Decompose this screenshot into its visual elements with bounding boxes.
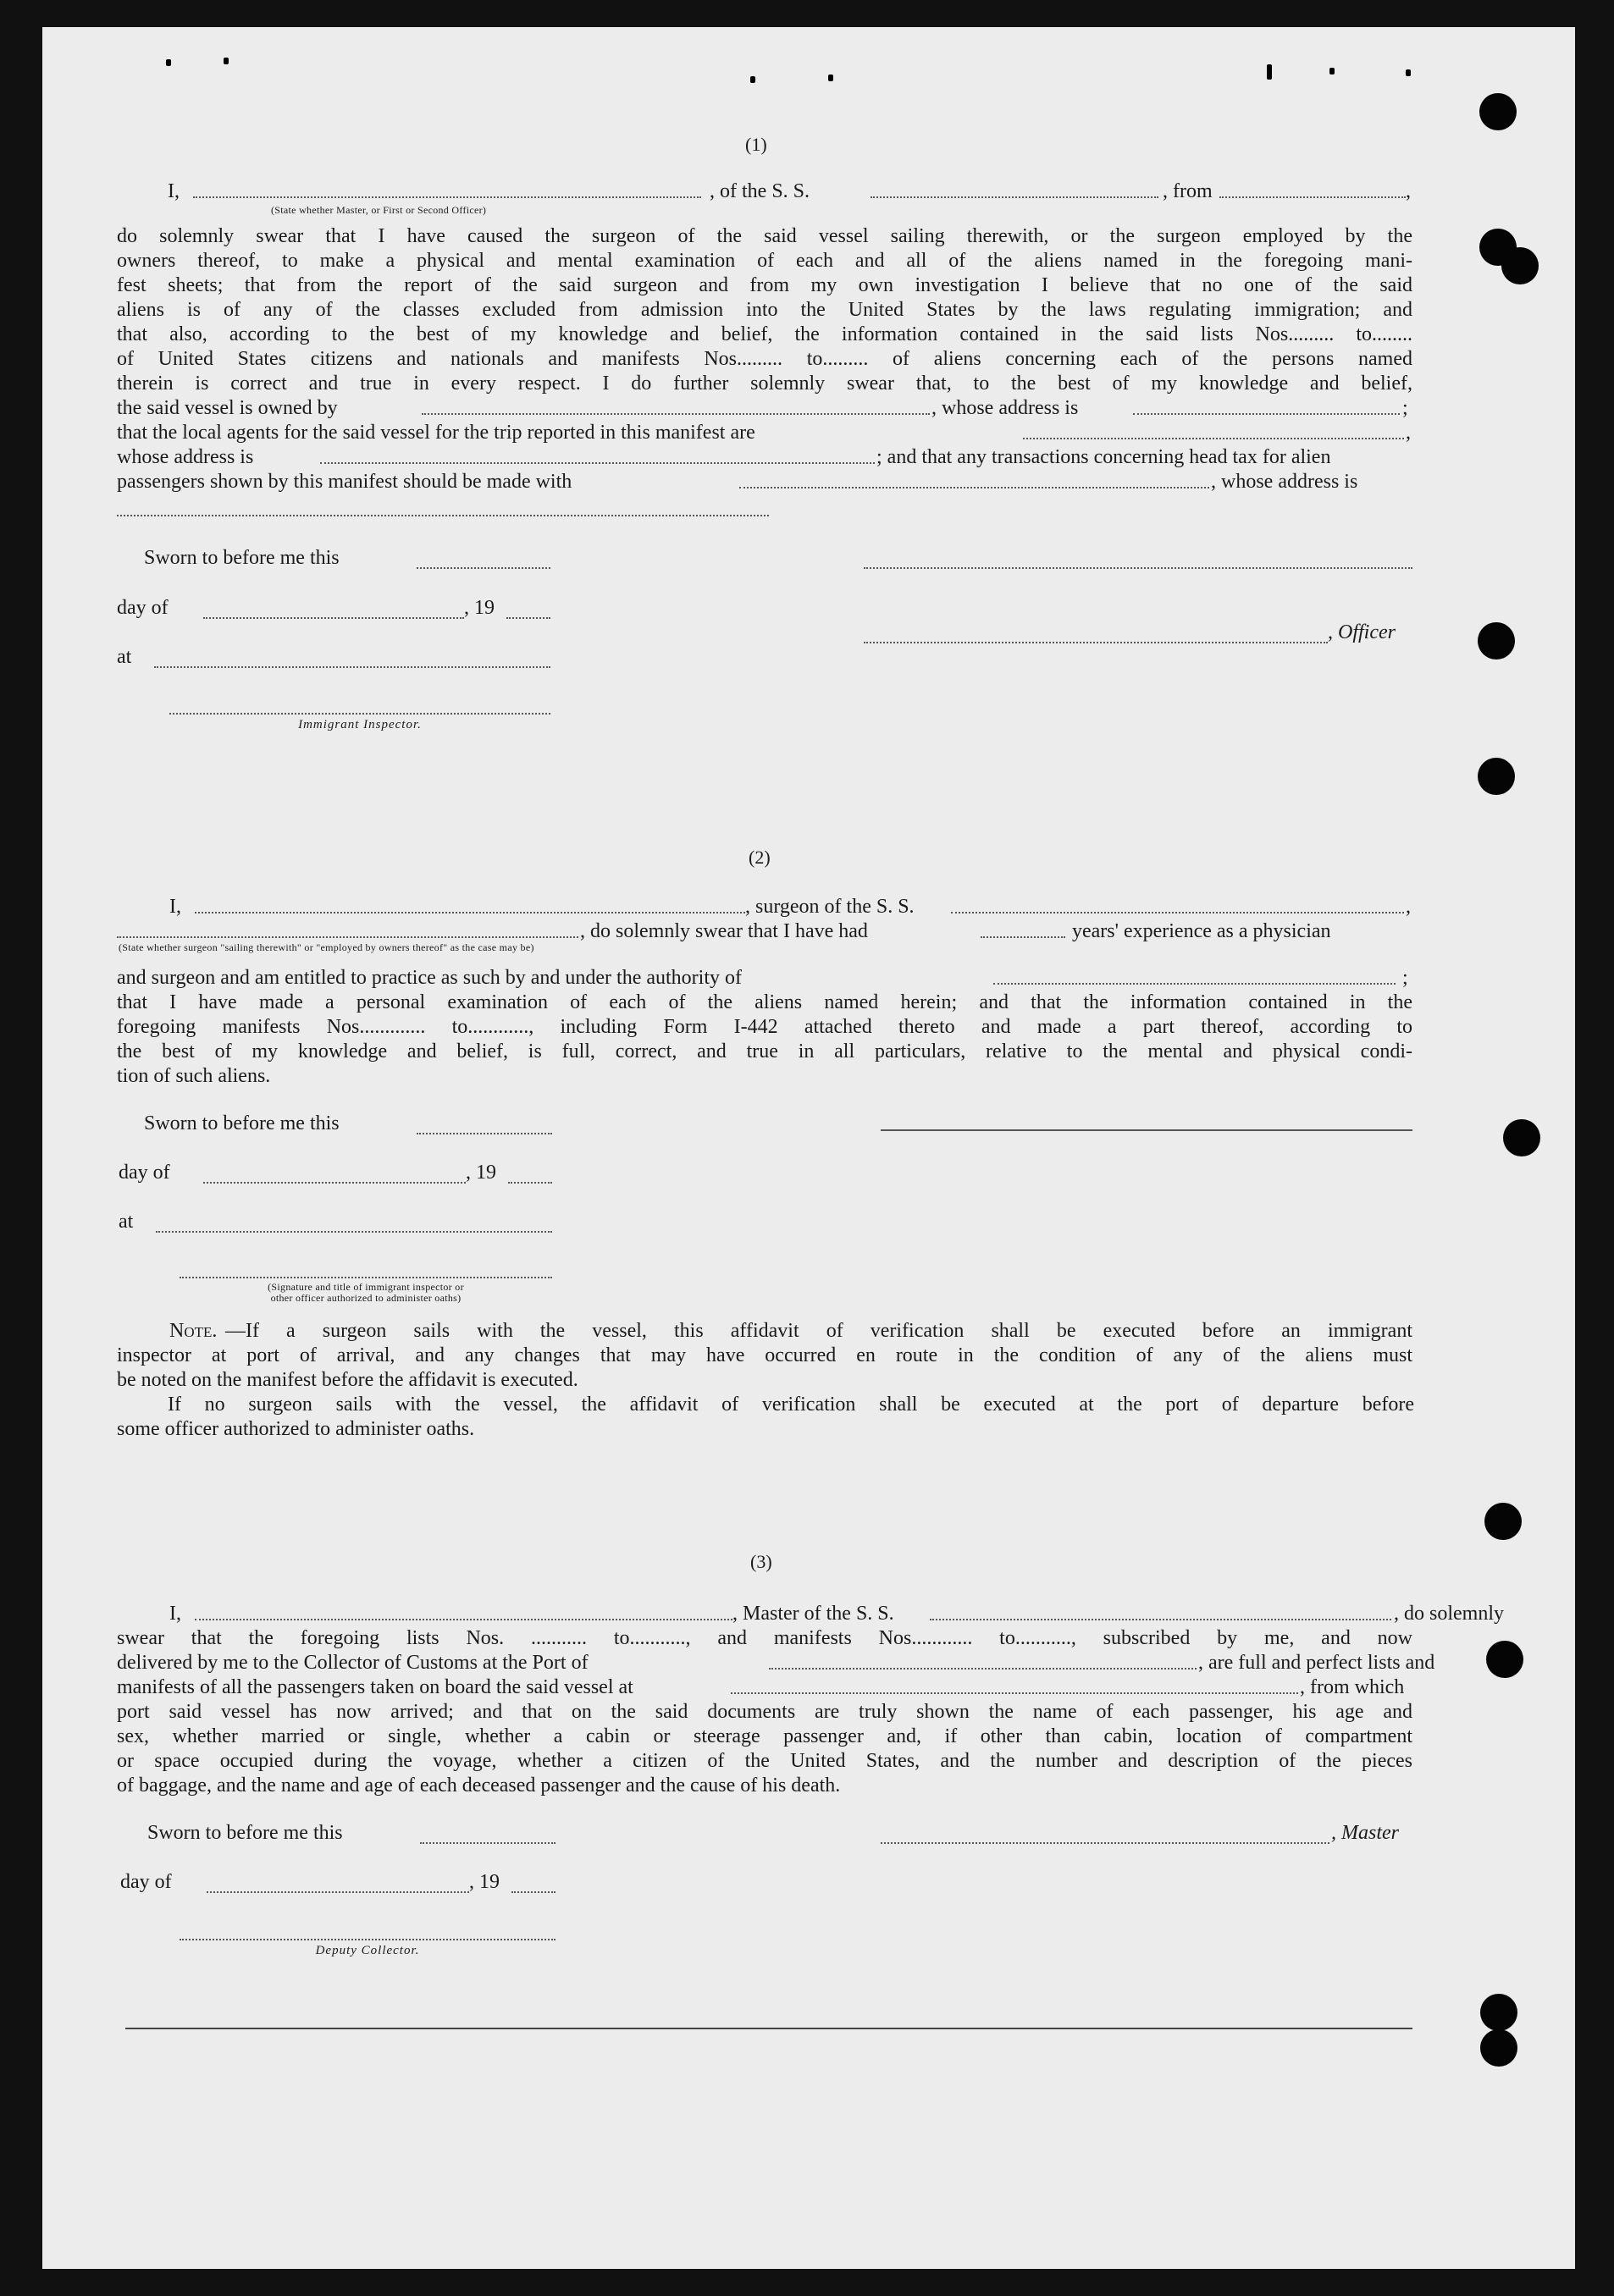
section-1-text-line: that also, according to the best of my knowledge and belief, the information contained in the said lists Nos......... to........ xyxy=(117,323,1412,345)
taken-on-board-label: manifests of all the passengers taken on board the said vessel at xyxy=(117,1676,633,1698)
oath-officer-signature-field[interactable] xyxy=(180,1277,552,1278)
owner-field[interactable] xyxy=(422,396,930,415)
surgeon-ship-field[interactable] xyxy=(951,895,1404,913)
speck xyxy=(1406,69,1411,76)
owner-address-field[interactable] xyxy=(1133,396,1400,415)
section-1-officer-note: (State whether Master, or First or Second Officer) xyxy=(271,204,487,216)
surgeon-of-label: , surgeon of the S. S. xyxy=(745,896,915,918)
punch-hole xyxy=(1480,2029,1517,2067)
surgeon-signature-field[interactable] xyxy=(881,1129,1412,1131)
speck xyxy=(828,75,833,81)
master-of-label: , Master of the S. S. xyxy=(732,1603,894,1625)
agent-address-field[interactable] xyxy=(320,445,875,464)
section-2-text-line: foregoing manifests Nos............. to............, including Form I-442 attached thereto and made a part thereof, according to xyxy=(117,1016,1412,1038)
master-ship-field[interactable] xyxy=(930,1602,1391,1620)
day-of-field-3[interactable] xyxy=(207,1891,469,1893)
from-which-label: , from which xyxy=(1300,1676,1405,1698)
day-of-label-1: day of xyxy=(117,597,169,619)
punch-hole xyxy=(1503,1119,1540,1156)
section-3-text-line: of baggage, and the name and age of each deceased passenger and the cause of his death. xyxy=(117,1774,841,1797)
authority-field[interactable] xyxy=(993,966,1396,985)
at-field-2[interactable] xyxy=(156,1231,552,1233)
at-label-2: at xyxy=(119,1211,134,1233)
swear-label: , do solemnly swear that I have had xyxy=(580,920,868,942)
port-field[interactable] xyxy=(769,1651,1197,1670)
years-label: years' experience as a physician xyxy=(1072,920,1331,942)
port-label: delivered by me to the Collector of Customs at the Port of xyxy=(117,1652,589,1674)
whose-address-label-2: whose address is xyxy=(117,446,254,468)
inspector-signature-field[interactable] xyxy=(169,713,550,715)
head-tax-address-field[interactable] xyxy=(117,515,769,516)
collector-signature-field[interactable] xyxy=(180,1939,556,1940)
collector-label: Deputy Collector. xyxy=(315,1944,420,1957)
year-field-2[interactable] xyxy=(508,1182,552,1184)
speck xyxy=(166,59,171,66)
punch-hole xyxy=(1486,1641,1523,1678)
section-1-head-tax-line xyxy=(117,470,1412,494)
punch-hole xyxy=(1478,758,1515,795)
section-3-text-line: sex, whether married or single, whether a cabin or steerage passenger and, if other than cabin, location of compartment xyxy=(117,1725,1412,1747)
section-2-surgeon-note: (State whether surgeon "sailing therewith" or "employed by owners thereof" as the case may be) xyxy=(119,941,534,953)
head-tax-label: ; and that any transactions concerning head tax for alien xyxy=(876,446,1331,468)
year-field-1[interactable] xyxy=(506,617,550,619)
speck xyxy=(224,58,229,64)
of-ss-label: , of the S. S. xyxy=(710,180,810,202)
master-label: , Master xyxy=(1331,1822,1399,1844)
master-signature-field[interactable] xyxy=(881,1842,1329,1844)
punch-hole xyxy=(1479,93,1517,130)
section-1-owner-line: the said vessel is owned by , whose address is ; xyxy=(117,397,1408,419)
owned-by-label: the said vessel is owned by xyxy=(117,397,338,419)
section-1-text-line: aliens is of any of the classes excluded from admission into the United States by the laws regulating immigration; and xyxy=(117,299,1412,321)
from-label: , from xyxy=(1163,180,1213,202)
head-tax-party-field[interactable] xyxy=(739,470,1209,488)
sworn-day-field-3[interactable] xyxy=(420,1842,556,1844)
embark-port-field[interactable] xyxy=(731,1675,1298,1694)
note-text: —If a surgeon sails with the vessel, this affidavit of verification shall be executed before an immigrant xyxy=(225,1320,1412,1342)
year-label-3: , 19 xyxy=(469,1871,500,1893)
whose-address-label-3: , whose address is xyxy=(1211,471,1358,493)
section-1-agents-line: that the local agents for the said vessel for the trip reported in this manifest are , xyxy=(117,422,1411,444)
at-label-1: at xyxy=(117,646,132,668)
section-1-number: (1) xyxy=(745,134,767,155)
note-line-5: some officer authorized to administer oaths. xyxy=(117,1418,475,1440)
section-3-number: (3) xyxy=(750,1551,772,1572)
inspector-label: Immigrant Inspector. xyxy=(298,718,422,731)
speck xyxy=(1267,64,1272,80)
full-perfect-label: , are full and perfect lists and xyxy=(1198,1652,1435,1674)
officer-label: , Officer xyxy=(1328,621,1396,643)
day-of-field-2[interactable] xyxy=(203,1182,466,1184)
section-2-authority-line: and surgeon and am entitled to practice as such by and under the authority of ; xyxy=(117,967,1408,989)
signature-note-line-1: (Signature and title of immigrant inspector or xyxy=(268,1281,464,1293)
surgeon-status-field[interactable] xyxy=(117,919,578,938)
sworn-label-1: Sworn to before me this xyxy=(144,547,340,569)
note-line-2: inspector at port of arrival, and any changes that may have occurred en route in the condition of any of the aliens must xyxy=(117,1344,1412,1366)
section-1-agent-address-line xyxy=(117,445,1412,469)
whose-address-label: , whose address is xyxy=(931,397,1079,419)
from-port-field[interactable] xyxy=(1219,179,1406,198)
punch-hole xyxy=(1484,1503,1522,1540)
section-2-text-line: that I have made a personal examination of each of the aliens named herein; and that the information contained in the xyxy=(117,991,1412,1013)
bottom-rule xyxy=(125,2028,1412,2029)
surgeon-name-field[interactable] xyxy=(195,895,745,913)
section-1-text-line: fest sheets; that from the report of the said surgeon and from my own investigation I believe that no one of the said xyxy=(117,274,1412,296)
year-label-2: , 19 xyxy=(466,1162,496,1184)
no-surgeon-text: If no surgeon sails with the vessel, the affidavit of verification shall be executed at the port of departure before xyxy=(168,1394,1414,1416)
note-line-3: be noted on the manifest before the affidavit is executed. xyxy=(117,1369,578,1391)
day-of-label-3: day of xyxy=(120,1871,172,1893)
speck xyxy=(750,76,755,83)
section-2-text-line: tion of such aliens. xyxy=(117,1065,271,1087)
year-label-1: , 19 xyxy=(464,597,495,619)
sworn-day-field-2[interactable] xyxy=(417,1133,552,1134)
speck xyxy=(1329,68,1335,75)
section-1-text-line: therein is correct and true in every respect. I do further solemnly swear that, to the best of my knowledge and belief, xyxy=(117,373,1412,395)
note-label: Note. xyxy=(169,1320,218,1342)
section-3-text-line: or space occupied during the voyage, whether a citizen of the United States, and the number and description of the pieces xyxy=(117,1750,1412,1772)
agents-label: that the local agents for the said vessel for the trip reported in this manifest are xyxy=(117,422,755,444)
agents-field[interactable] xyxy=(1023,421,1404,439)
sworn-day-field-1[interactable] xyxy=(417,567,550,569)
section-3-text-line: swear that the foregoing lists Nos. ........... to..........., and manifests Nos............ to..........., subscribed by me, and now xyxy=(117,1627,1412,1649)
section-1-text-line: of United States citizens and nationals and manifests Nos......... to......... of aliens concerning each of the persons named xyxy=(117,348,1412,370)
authority-label: and surgeon and am entitled to practice as such by and under the authority of xyxy=(117,967,742,989)
master-name-field[interactable] xyxy=(195,1602,732,1620)
pronoun-i-2: I, xyxy=(169,896,181,918)
section-2-number: (2) xyxy=(749,847,771,868)
ship-name-field[interactable] xyxy=(871,179,1158,198)
years-field[interactable] xyxy=(981,919,1065,938)
day-of-field-1[interactable] xyxy=(203,617,464,619)
punch-hole xyxy=(1478,622,1515,660)
officer-title-field[interactable] xyxy=(864,642,1328,643)
passengers-label: passengers shown by this manifest should be made with xyxy=(117,471,572,493)
section-2-text-line: the best of my knowledge and belief, is full, correct, and true in all particulars, relative to the mental and physical condi- xyxy=(117,1040,1412,1062)
section-1-text-line: do solemnly swear that I have caused the surgeon of the said vessel sailing therewith, or the surgeon employed by the xyxy=(117,225,1412,247)
year-field-3[interactable] xyxy=(511,1891,556,1893)
at-field-1[interactable] xyxy=(154,666,550,668)
officer-name-field[interactable] xyxy=(193,179,701,198)
punch-hole xyxy=(1501,247,1539,284)
section-3-embark-line xyxy=(117,1675,1412,1699)
sworn-label-2: Sworn to before me this xyxy=(144,1112,340,1134)
day-of-label-2: day of xyxy=(119,1162,170,1184)
punch-hole xyxy=(1480,1994,1517,2031)
section-3-text-line: port said vessel has now arrived; and that on the said documents are truly shown the name of each passenger, his age and xyxy=(117,1701,1412,1723)
pronoun-i: I, xyxy=(168,180,180,202)
do-solemnly-label: , do solemnly xyxy=(1394,1603,1504,1625)
pronoun-i-3: I, xyxy=(169,1603,181,1625)
sworn-label-3: Sworn to before me this xyxy=(147,1822,343,1844)
section-3-port-line xyxy=(117,1651,1435,1675)
officer-signature-field[interactable] xyxy=(864,567,1412,569)
signature-note-line-2: other officer authorized to administer oaths) xyxy=(270,1292,462,1304)
section-1-text-line: owners thereof, to make a physical and mental examination of each and all of the aliens named in the foregoing mani- xyxy=(117,250,1412,272)
